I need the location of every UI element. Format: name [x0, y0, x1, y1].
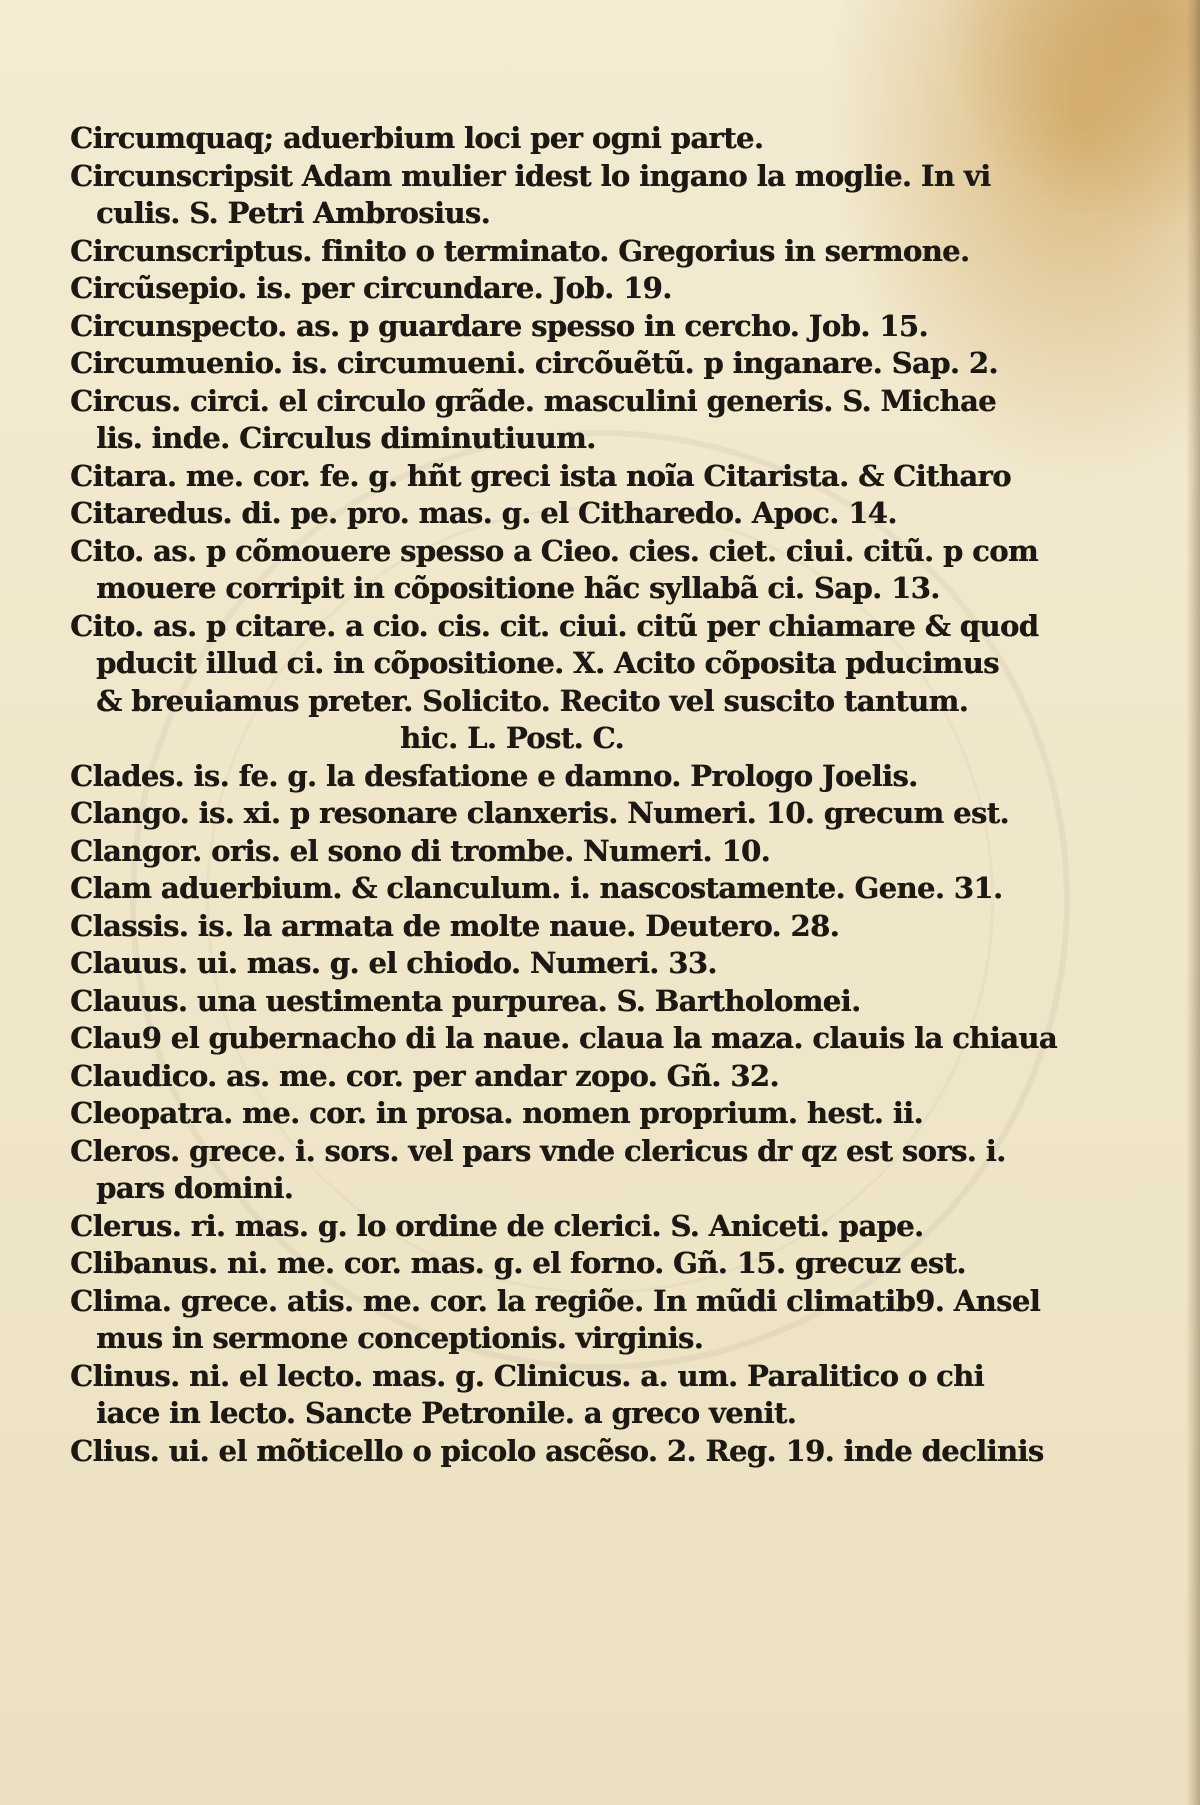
text-line: Clam aduerbium. & clanculum. i. nascostamente. Gene. 31. [70, 871, 1003, 905]
text-line: Citaredus. di. pe. pro. mas. g. el Citharedo. Apoc. 14. [70, 496, 897, 530]
text-line: Classis. is. la armata de molte naue. Deutero. 28. [70, 908, 840, 943]
text-line: pars domini. [96, 1171, 294, 1205]
text-line: Citara. me. cor. fe. g. hñt greci ista noĩa Citarista. & Citharo [70, 458, 1011, 493]
text-line: Circumquaq; aduerbium loci per ogni parte. [70, 121, 764, 155]
text-line: Clades. is. fe. g. la desfatione e damno. Prologo Joelis. [70, 758, 918, 793]
text-line: Clango. is. xi. p resonare clanxeris. Numeri. 10. grecum est. [70, 796, 1009, 830]
text-line: culis. S. Petri Ambrosius. [96, 196, 490, 230]
text-line: pducit illud ci. in cõpositione. X. Acito cõposita pducimus [96, 646, 999, 680]
text-line: Cleopatra. me. cor. in prosa. nomen proprium. hest. ii. [70, 1096, 923, 1130]
page-edge-shadow [1186, 0, 1200, 1805]
text-block [70, 120, 1070, 1470]
text-line: Clauus. ui. mas. g. el chiodo. Numeri. 33. [70, 946, 717, 980]
text-line: mus in sermone conceptionis. virginis. [96, 1321, 704, 1355]
text-line: Circunscripsit Adam mulier idest lo ingano la moglie. In vi [70, 158, 991, 193]
text-line: Circũsepio. is. per circundare. Job. 19. [70, 271, 672, 305]
text-line: mouere corripit in cõpositione hãc syllabã ci. Sap. 13. [96, 571, 940, 605]
text-line: Clangor. oris. el sono di trombe. Numeri. 10. [70, 833, 770, 868]
text-line: Circumuenio. is. circumueni. circõuẽtũ. p inganare. Sap. 2. [70, 346, 998, 380]
text-line: Clibanus. ni. me. cor. mas. g. el forno. Gñ. 15. grecuz est. [70, 1246, 966, 1280]
text-line: hic. L. Post. C. [400, 721, 624, 755]
text-line: Circus. circi. el circulo grãde. masculini generis. S. Michae [70, 383, 996, 418]
text-line: Claudico. as. me. cor. per andar zopo. Gñ. 32. [70, 1058, 779, 1093]
text-line: Cito. as. p cõmouere spesso a Cieo. cies. ciet. ciui. citũ. p com [70, 533, 1038, 568]
text-line: Clius. ui. el mõticello o picolo ascẽso. 2. Reg. 19. inde declinis [70, 1433, 1044, 1468]
text-line: lis. inde. Circulus diminutiuum. [96, 421, 596, 455]
text-line: Clima. grece. atis. me. cor. la regiõe. In mũdi climatib9. Ansel [70, 1283, 1040, 1318]
text-line: Clauus. una uestimenta purpurea. S. Bartholomei. [70, 983, 861, 1018]
text-line: Cito. as. p citare. a cio. cis. cit. ciui. citũ per chiamare & quod [70, 608, 1039, 643]
text-line: Clerus. ri. mas. g. lo ordine de clerici. S. Aniceti. pape. [70, 1208, 924, 1243]
text-line: Circunspecto. as. p guardare spesso in cercho. Job. 15. [70, 308, 928, 343]
text-line: iace in lecto. Sancte Petronile. a greco venit. [96, 1396, 797, 1430]
text-line: Cleros. grece. i. sors. vel pars vnde clericus dr qz est sors. i. [70, 1133, 1006, 1168]
text-line: Circunscriptus. finito o terminato. Gregorius in sermone. [70, 233, 970, 268]
text-line: Clinus. ni. el lecto. mas. g. Clinicus. a. um. Paralitico o chi [70, 1358, 984, 1393]
text-line: & breuiamus preter. Solicito. Recito vel suscito tantum. [96, 683, 969, 718]
text-line: Clau9 el gubernacho di la naue. claua la maza. clauis la chiaua [70, 1021, 1057, 1055]
